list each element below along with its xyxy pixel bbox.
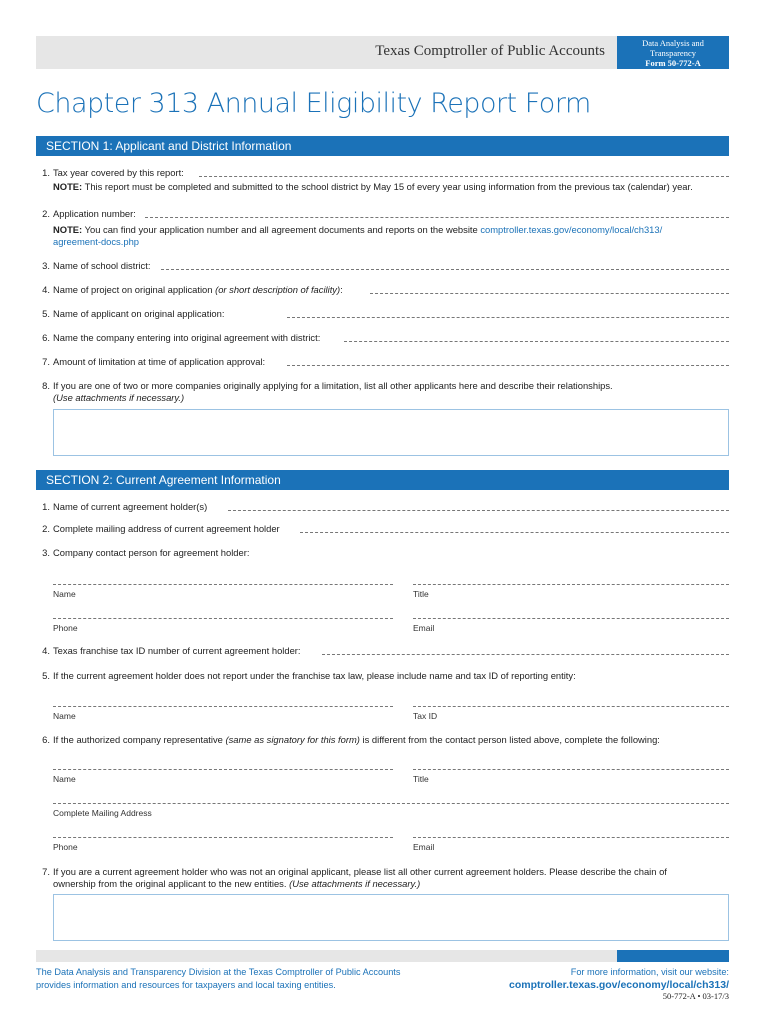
division-line2: Transparency <box>650 48 696 58</box>
form-id-box <box>617 36 729 69</box>
s1-item-8-sub: (Use attachments if necessary.) <box>53 392 185 403</box>
company-name-field[interactable] <box>344 341 729 342</box>
rep-title-field[interactable] <box>413 769 729 770</box>
rep-email-label: Email <box>413 842 435 852</box>
school-district-field[interactable] <box>161 269 729 270</box>
contact-name-field[interactable] <box>53 584 393 585</box>
page-title: Chapter 313 Annual Eligibility Report Form <box>36 88 591 119</box>
rep-phone-field[interactable] <box>53 837 393 838</box>
footer-website: For more information, visit our website: comptroller.texas.gov/economy/local/ch313/ <box>508 967 729 991</box>
application-number-field[interactable] <box>145 217 729 218</box>
franchise-tax-id-field[interactable] <box>322 654 729 655</box>
agreement-holder-field[interactable] <box>228 510 729 511</box>
ch313-link[interactable]: comptroller.texas.gov/economy/local/ch313/ <box>480 224 663 235</box>
rep-name-field[interactable] <box>53 769 393 770</box>
contact-email-label: Email <box>413 623 435 633</box>
footer-bar <box>36 950 729 962</box>
note-1: NOTE: This report must be completed and submitted to the school district by May 15 of every year using information from the previous tax (calendar) year. <box>53 181 693 192</box>
rep-mailing-label: Complete Mailing Address <box>53 808 152 818</box>
division-line1: Data Analysis and <box>642 38 704 48</box>
note-2: NOTE: You can find your application number and all agreement documents and reports on the website comptroller.texas.gov/economy/local/ch313/ agreement-docs.php <box>53 224 663 247</box>
rep-mailing-field[interactable] <box>53 803 729 804</box>
limitation-amount-field[interactable] <box>287 365 729 366</box>
form-code: 50-772-A • 03-17/3 <box>662 991 729 1001</box>
footer-description: The Data Analysis and Transparency Division at the Texas Comptroller of Public Accounts provides information and resources for taxpayers and local taxing entities. <box>36 967 401 990</box>
reporting-entity-name-field[interactable] <box>53 706 393 707</box>
form-number: Form 50-772-A <box>645 58 701 68</box>
contact-title-field[interactable] <box>413 584 729 585</box>
rep-title-label: Title <box>413 774 429 784</box>
rep-name-label: Name <box>53 774 76 784</box>
applicant-name-field[interactable] <box>287 317 729 318</box>
contact-phone-label: Phone <box>53 623 78 633</box>
contact-email-field[interactable] <box>413 618 729 619</box>
other-applicants-textarea[interactable] <box>53 409 729 456</box>
header-bar <box>36 36 617 69</box>
s2-item-7-line2: ownership from the original applicant to the new entities. (Use attachments if necessary.) <box>53 878 421 889</box>
project-name-field[interactable] <box>370 293 729 294</box>
reporting-entity-taxid-label: Tax ID <box>413 711 438 721</box>
mailing-address-field[interactable] <box>300 532 729 533</box>
tax-year-field[interactable] <box>199 176 729 177</box>
contact-name-label: Name <box>53 589 76 599</box>
ownership-chain-textarea[interactable] <box>53 894 729 941</box>
footer-website-link[interactable]: comptroller.texas.gov/economy/local/ch313/ <box>508 979 729 991</box>
section1-heading: SECTION 1: Applicant and District Information <box>36 136 729 156</box>
reporting-entity-taxid-field[interactable] <box>413 706 729 707</box>
contact-phone-field[interactable] <box>53 618 393 619</box>
contact-title-label: Title <box>413 589 429 599</box>
reporting-entity-name-label: Name <box>53 711 76 721</box>
rep-email-field[interactable] <box>413 837 729 838</box>
rep-phone-label: Phone <box>53 842 78 852</box>
agency-name: Texas Comptroller of Public Accounts <box>375 43 605 59</box>
agreement-docs-link[interactable]: agreement-docs.php <box>53 236 139 247</box>
section2-heading: SECTION 2: Current Agreement Information <box>36 470 729 490</box>
